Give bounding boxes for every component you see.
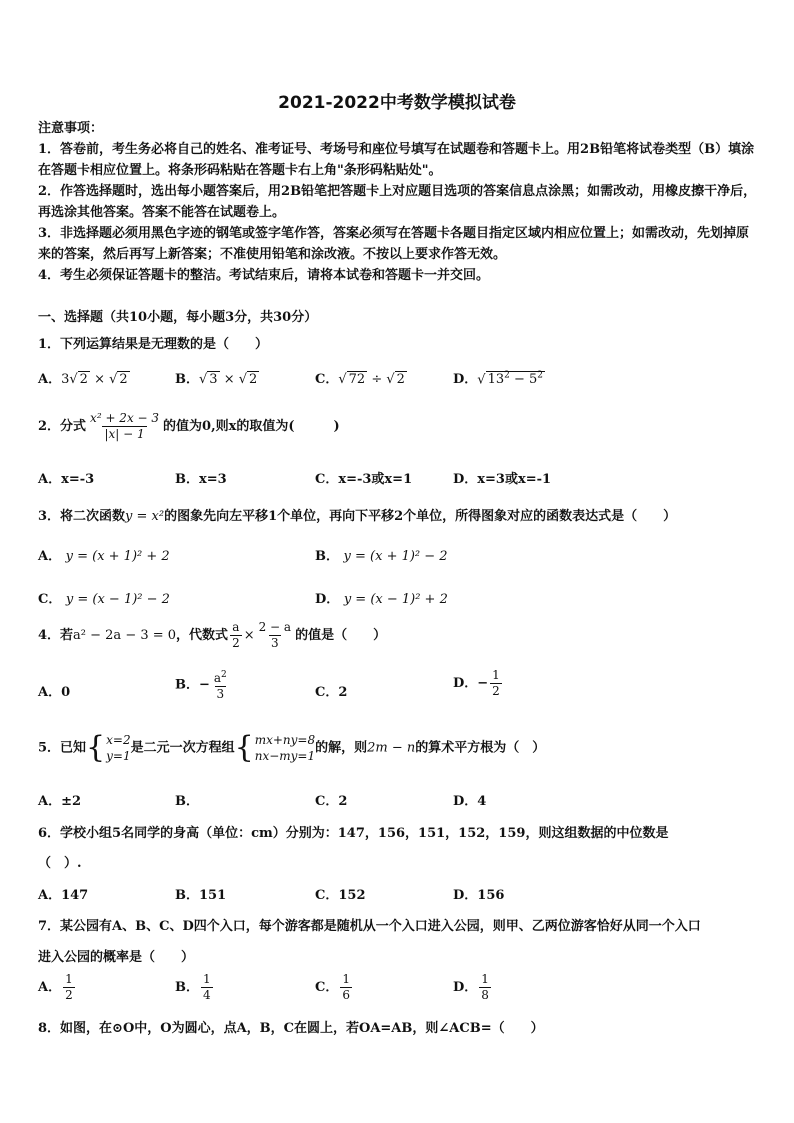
q3-option-c — [38, 588, 170, 607]
q3-function: y = x² — [125, 509, 165, 524]
q4-stem: 4．若a² − 2a − 3 = 0，代数式 $\frac{a}{2}$ × $\frac{2 - a}{3}$ 的值是（ ） — [38, 620, 387, 650]
q2-stem — [38, 411, 340, 442]
q4-option-b-label: B．− — [175, 677, 210, 693]
q3-option-a-label: A． — [38, 549, 62, 564]
q5-option-b: B． — [175, 794, 199, 809]
q3-option-b — [315, 545, 448, 564]
q2-option-d: D．x=3或x=-1 — [453, 472, 552, 487]
q7-option-b: B． $\frac{1}{4}$ — [175, 972, 211, 1002]
q7-stem-line-2: 进入公园的概率是（ ） — [38, 950, 195, 965]
q4-fraction-a: $\frac{a}{2}$ — [232, 620, 240, 650]
q3-option-a — [38, 545, 170, 564]
q1-option-b-label: B． — [175, 372, 199, 387]
notice-heading: 注意事项： — [38, 121, 104, 136]
q3-stem — [38, 505, 676, 524]
q7-option-a-label: A． — [38, 980, 62, 995]
q1-option-c: C．√ 72 ÷ √ 2 — [315, 372, 405, 387]
q2-numerator: x² + 2x − 3 — [90, 411, 160, 425]
q1-stem: 1．下列运算结果是无理数的是（ ） — [38, 337, 269, 352]
q1-option-a: A．3√ 2 × √ 2 — [38, 372, 128, 387]
q6-stem-line-2: （ ）. — [38, 856, 82, 871]
q3-option-b-expr: y = (x + 1)² − 2 — [343, 549, 448, 564]
q7-option-c: C． $\frac{1}{6}$ — [315, 972, 350, 1002]
q7-option-d-label: D． — [453, 980, 478, 995]
q5-stem-mid2: 的解，则 — [315, 740, 368, 756]
q1-option-b: B．√ 3 × √ 2 — [175, 372, 258, 387]
q5-sol-y: y=1 — [106, 749, 131, 763]
q4-option-d-label: D．− — [453, 676, 489, 691]
notice-item-2: 2．作答选择题时，选出每小题答案后，用2B铅笔把答题卡上对应题目选项的答案信息点涂黑；如需改动，用橡皮擦干净后，再选涂其他答案。答案不能答在试题卷上。 — [38, 184, 757, 220]
q4-option-b: B．− $\frac{a^2}{3}$ — [175, 670, 227, 701]
q2-option-c: C．x=-3或x=1 — [315, 472, 413, 487]
q5-sol-x: x=2 — [106, 733, 131, 747]
q4-stem-post: 的值是（ ） — [295, 628, 387, 643]
q8-stem: 8．如图，在⊙O中，O为圆心，点A，B，C在圆上，若OA=AB，则∠ACB=（ ） — [38, 1021, 544, 1036]
q5-stem-mid: 是二元一次方程组 — [130, 740, 235, 756]
q1-option-d: D．√ $13^2 - 5^2$ — [453, 370, 544, 387]
q7-option-c-label: C． — [315, 980, 339, 995]
q4-option-c: C．2 — [315, 685, 348, 700]
q4-fraction-b: $\frac{2 - a}{3}$ — [258, 620, 292, 650]
q5-option-a: A．±2 — [38, 794, 82, 809]
q7-stem-line-1: 7．某公园有A、B、C、D四个入口，每个游客都是随机从一个入口进入公园，则甲、乙两位游客恰好从同一个入口 — [38, 919, 701, 934]
q3-option-a-expr: y = (x + 1)² + 2 — [65, 549, 170, 564]
q5-eq-2: nx−my=1 — [254, 749, 316, 763]
q5-stem-post: 的算术平方根为（ ） — [415, 740, 546, 756]
q2-stem-pre: 2．分式 — [38, 419, 87, 434]
q1-option-a-label: A． — [38, 372, 62, 387]
q3-option-c-label: C． — [38, 592, 62, 607]
notice-item-1: 1．答卷前，考生务必将自己的姓名、准考证号、考场号和座位号填写在试题卷和答题卡上。用2B铅笔将试卷类型（B）填涂在答题卡相应位置上。将条形码粘贴在答题卡右上角"条形码粘贴处"。 — [38, 142, 755, 178]
q3-stem-post: 的图象先向左平移1个单位，再向下平移2个单位，所得图象对应的函数表达式是（ ） — [164, 509, 677, 524]
q6-option-d: D．156 — [453, 888, 505, 903]
q3-option-d-expr: y = (x − 1)² + 2 — [343, 592, 448, 607]
q4-option-d: D．− $\frac{1}{2}$ — [453, 668, 500, 698]
q3-option-d-label: D． — [315, 592, 340, 607]
q5-option-c: C．2 — [315, 794, 348, 809]
notice-item-3: 3．非选择题必须用黑色字迹的钢笔或签字笔作答，答案必须写在答题卡各题目指定区域内相应位置上；如需改动，先划掉原来的答案，然后再写上新答案；不准使用铅笔和涂改液。不按以上要求作答无效。 — [38, 226, 750, 262]
q6-option-a: A．147 — [38, 888, 89, 903]
q4-option-a: A．0 — [38, 685, 71, 700]
q5-system: { mx+ny=8 nx−my=1 — [234, 730, 316, 765]
q2-option-b: B．x=3 — [175, 472, 227, 487]
q6-stem-line-1: 6．学校小组5名同学的身高（单位：cm）分别为：147，156，151，152，159，则这组数据的中位数是 — [38, 826, 669, 841]
q6-option-c: C．152 — [315, 888, 366, 903]
q2-option-a: A．x=-3 — [38, 472, 95, 487]
q3-stem-pre: 3．将二次函数 — [38, 509, 126, 524]
section-heading: 一、选择题（共10小题，每小题3分，共30分） — [38, 310, 318, 325]
q7-option-a: A． $\frac{1}{2}$ — [38, 972, 73, 1002]
q5-expr: 2m − n — [367, 740, 416, 756]
q3-option-c-expr: y = (x − 1)² − 2 — [65, 592, 170, 607]
q7-option-b-label: B． — [175, 980, 199, 995]
q2-fraction — [88, 411, 161, 442]
q5-option-d: D．4 — [453, 794, 487, 809]
q3-option-d — [315, 588, 448, 607]
q5-eq-1: mx+ny=8 — [254, 733, 316, 747]
q5-solution: { x=2 y=1 — [86, 730, 131, 765]
page-title: 2021-2022中考数学模拟试卷 — [278, 93, 516, 113]
q1-option-c-label: C． — [315, 372, 339, 387]
q5-stem — [38, 732, 545, 764]
notice-block — [38, 118, 760, 286]
q2-stem-post: 的值为0,则x的取值为( ) — [163, 419, 340, 434]
notice-item-4: 4．考生必须保证答题卡的整洁。考试结束后，请将本试卷和答题卡一并交回。 — [38, 268, 490, 283]
q4-stem-mid: ，代数式 — [176, 628, 229, 643]
q1-option-d-label: D． — [453, 372, 478, 387]
q7-option-d: D． $\frac{1}{8}$ — [453, 972, 489, 1002]
q2-denominator: |x| − 1 — [104, 427, 145, 441]
q4-stem-pre: 4．若 — [38, 628, 74, 643]
q3-option-b-label: B． — [315, 549, 339, 564]
q5-stem-pre: 5．已知 — [38, 740, 87, 756]
q6-option-b: B．151 — [175, 888, 227, 903]
q4-condition: a² − 2a − 3 = 0 — [73, 628, 177, 643]
